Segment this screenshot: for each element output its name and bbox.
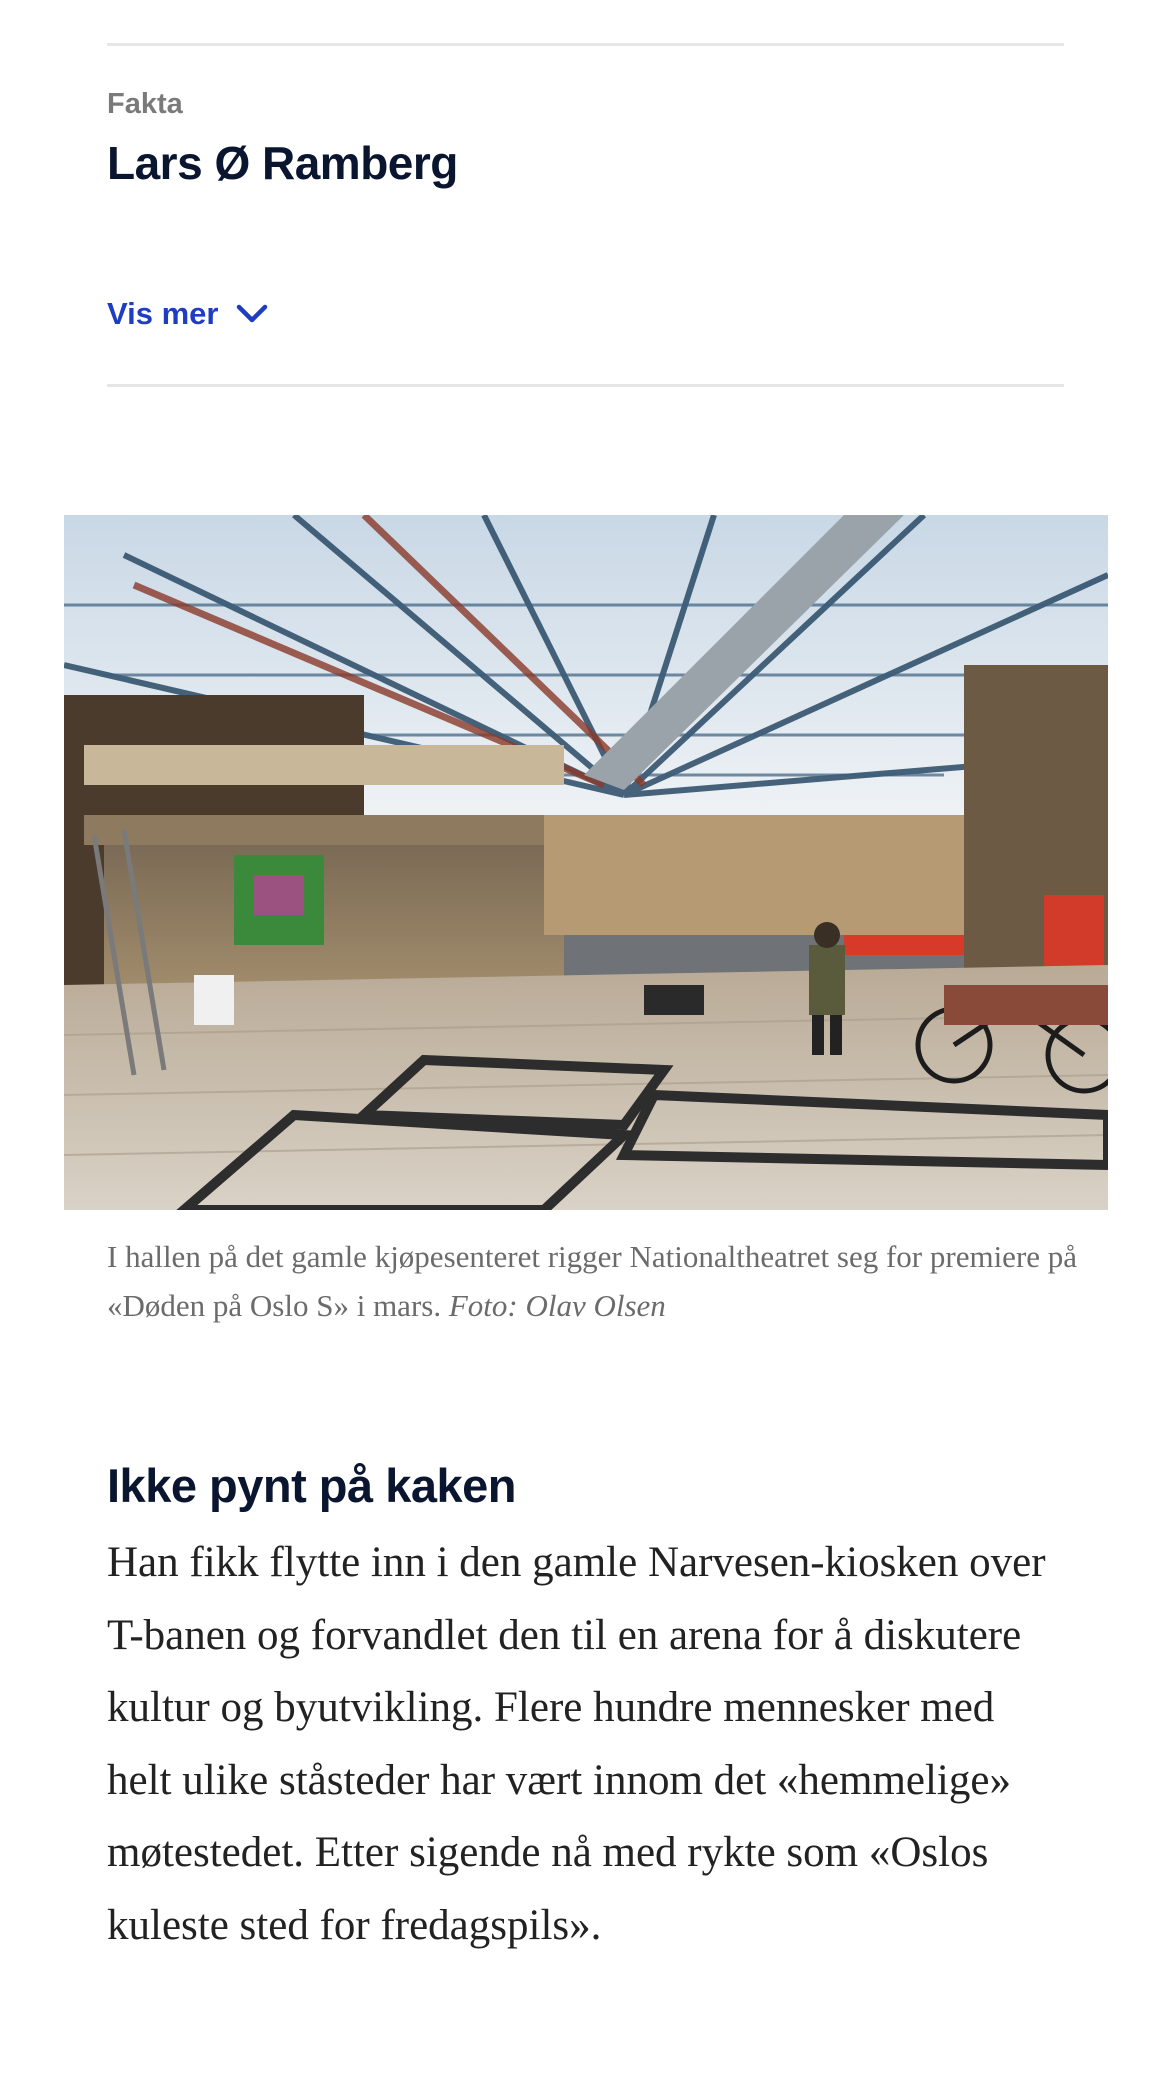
vis-mer-button[interactable] [107, 298, 268, 329]
photo-credit: Foto: Olav Olsen [448, 1288, 666, 1323]
photo-caption [107, 1232, 1087, 1330]
section-heading: Ikke pynt på kaken [107, 1459, 516, 1512]
fakta-title: Lars Ø Ramberg [107, 137, 458, 189]
fakta-divider-top [107, 43, 1064, 46]
chevron-down-icon [236, 304, 268, 324]
caption-text: I hallen på det gamle kjøpesenteret rigger Nationaltheatret seg for premiere på «Døden på Oslo S» i mars. [107, 1239, 1078, 1323]
article-photo [64, 515, 1108, 1210]
vis-mer-label: Vis mer [107, 296, 219, 331]
fakta-label: Fakta [107, 88, 183, 120]
fakta-divider-bottom [107, 384, 1064, 387]
article-paragraph: Han fikk flytte inn i den gamle Narvesen-kiosken over T-banen og forvandlet den til en arena for å diskutere kultur og byutvikling. Flere hundre mennesker med helt ulike ståsteder har vært innom det «hemmelige» møtestedet. Etter sigende nå med rykte som «Oslos kuleste sted for fredagspils». [107, 1539, 1046, 1949]
